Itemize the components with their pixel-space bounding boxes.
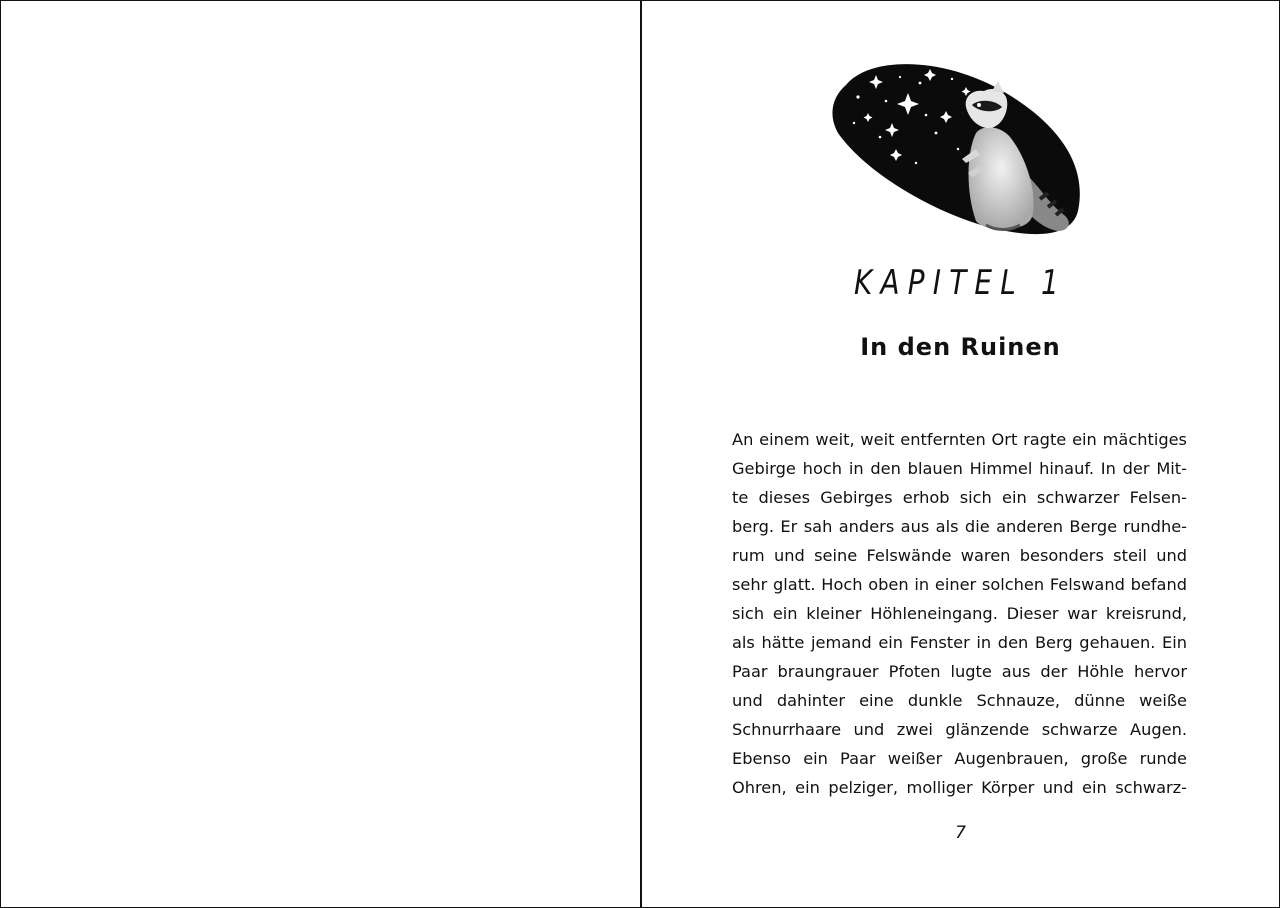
body-line: sehr glatt. Hoch oben in einer solchen Felswand befand	[732, 575, 1187, 594]
body-line: rum und seine Felswände waren besonders steil und	[732, 546, 1187, 565]
body-line: Gebirge hoch in den blauen Himmel hinauf. In der Mit-	[732, 459, 1187, 478]
body-line: Ebenso ein Paar weißer Augenbrauen, große runde	[732, 749, 1187, 768]
page-number: 7	[955, 823, 966, 843]
body-line: Ohren, ein pelziger, molliger Körper und ein schwarz-	[732, 778, 1187, 797]
body-line: Paar braungrauer Pfoten lugte aus der Höhle hervor	[732, 662, 1187, 681]
body-line: als hätte jemand ein Fenster in den Berg gehauen. Ein	[732, 633, 1187, 652]
chapter-label: KAPITEL 1	[854, 263, 1067, 303]
body-line: und dahinter eine dunkle Schnauze, dünne weiße	[732, 691, 1187, 710]
chapter-title: In den Ruinen	[860, 333, 1061, 361]
body-line: Schnurrhaare und zwei glänzende schwarze Augen.	[732, 720, 1187, 739]
body-line: te dieses Gebirges erhob sich ein schwarzer Felsen-	[732, 488, 1187, 507]
left-page-blank	[1, 1, 641, 907]
right-page	[642, 1, 1279, 907]
chapter-body-text	[732, 425, 1187, 802]
body-line: An einem weit, weit entfernten Ort ragte ein mächtiges	[732, 430, 1187, 449]
body-line: berg. Er sah anders aus als die anderen Berge rundhe-	[732, 517, 1187, 536]
raccoon-under-starry-sky-illustration	[826, 53, 1088, 241]
body-line: sich ein kleiner Höhleneingang. Dieser war kreisrund,	[732, 604, 1187, 623]
